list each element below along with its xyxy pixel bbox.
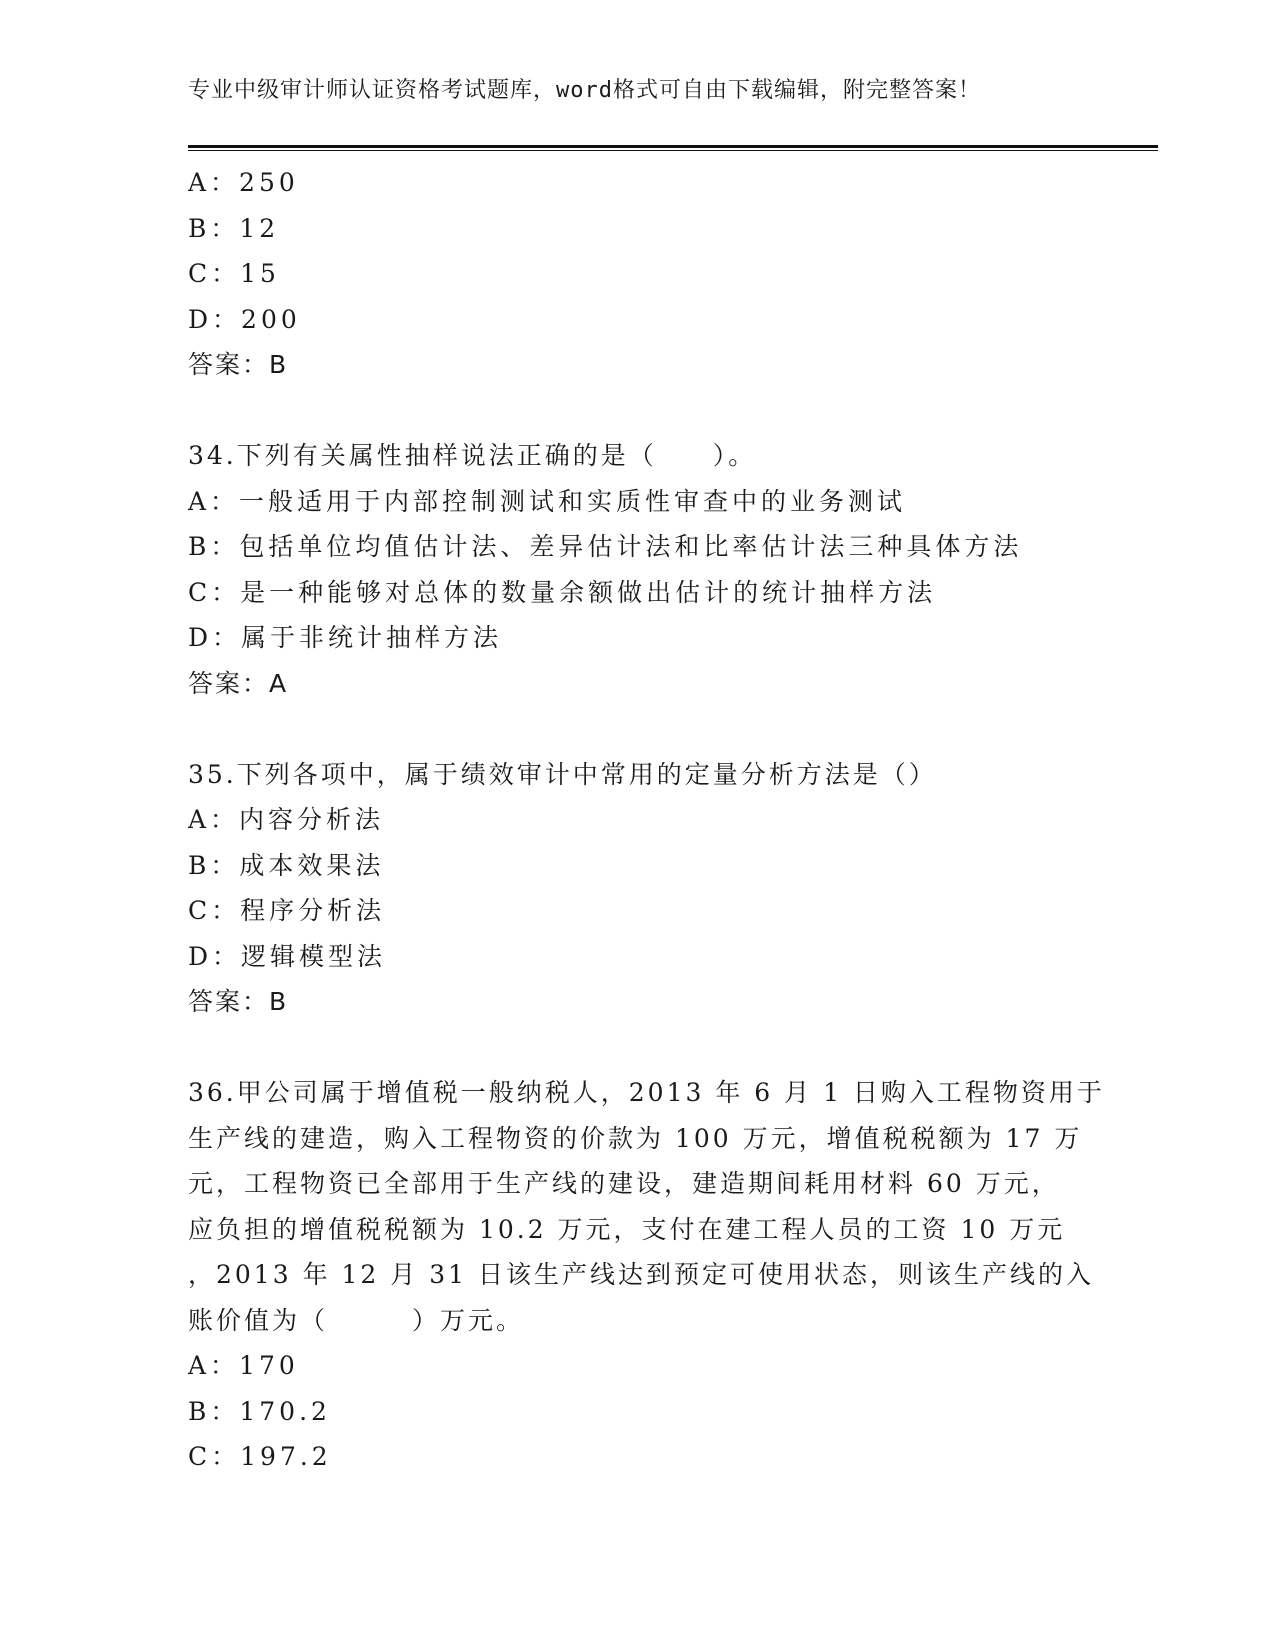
question-36 — [188, 1070, 1105, 1480]
answer-line: 答案：A — [188, 668, 289, 698]
answer-line: 答案：B — [188, 987, 289, 1016]
option-a: A：170 — [188, 1351, 299, 1380]
option-c: C：197.2 — [188, 1442, 332, 1471]
question-stem-line: 账价值为（ ）万元。 — [188, 1305, 525, 1335]
option-c: C：15 — [188, 259, 280, 288]
option-a: A：一般适用于内部控制测试和实质性审查中的业务测试 — [188, 486, 907, 516]
spacer — [188, 706, 1088, 752]
option-d: D：逻辑模型法 — [188, 941, 387, 971]
option-c: C：程序分析法 — [188, 896, 386, 925]
spacer — [188, 1025, 1088, 1071]
prev-question-block — [188, 160, 1088, 388]
option-a: A：250 — [188, 168, 299, 197]
option-b: B：成本效果法 — [188, 850, 385, 880]
question-35 — [188, 752, 1088, 1025]
question-stem-line: 元，工程物资已全部用于生产线的建设，建造期间耗用材料 60 万元， — [188, 1169, 1060, 1198]
option-b: B：包括单位均值估计法、差异估计法和比率估计法三种具体方法 — [188, 532, 1023, 561]
option-d: D：200 — [188, 304, 301, 334]
question-stem-line: ，2013 年 12 月 31 日该生产线达到预定可使用状态，则该生产线的入 — [188, 1260, 1094, 1289]
question-stem-line: 生产线的建造，购入工程物资的价款为 100 万元，增值税税额为 17 万 — [188, 1123, 1083, 1153]
question-stem: 35.下列各项中，属于绩效审计中常用的定量分析方法是（） — [188, 759, 937, 789]
page-header: 专业中级审计师认证资格考试题库，word格式可自由下载编辑，附完整答案！ — [188, 78, 981, 103]
option-d: D：属于非统计抽样方法 — [188, 623, 503, 652]
question-stem-line: 应负担的增值税税额为 10.2 万元，支付在建工程人员的工资 10 万元 — [188, 1214, 1066, 1244]
option-b: B：12 — [188, 213, 280, 243]
question-34 — [188, 433, 1088, 706]
option-b: B：170.2 — [188, 1396, 331, 1426]
spacer — [188, 388, 1088, 434]
option-c: C：是一种能够对总体的数量余额做出估计的统计抽样方法 — [188, 577, 937, 607]
answer-line: 答案：B — [188, 350, 289, 379]
question-stem-line: 36.甲公司属于增值税一般纳税人，2013 年 6 月 1 日购入工程物资用于 — [188, 1078, 1105, 1107]
header-rule — [188, 145, 1158, 151]
option-a: A：内容分析法 — [188, 805, 385, 834]
question-stem: 34.下列有关属性抽样说法正确的是（ ）。 — [188, 441, 757, 470]
document-body — [188, 160, 1105, 1480]
